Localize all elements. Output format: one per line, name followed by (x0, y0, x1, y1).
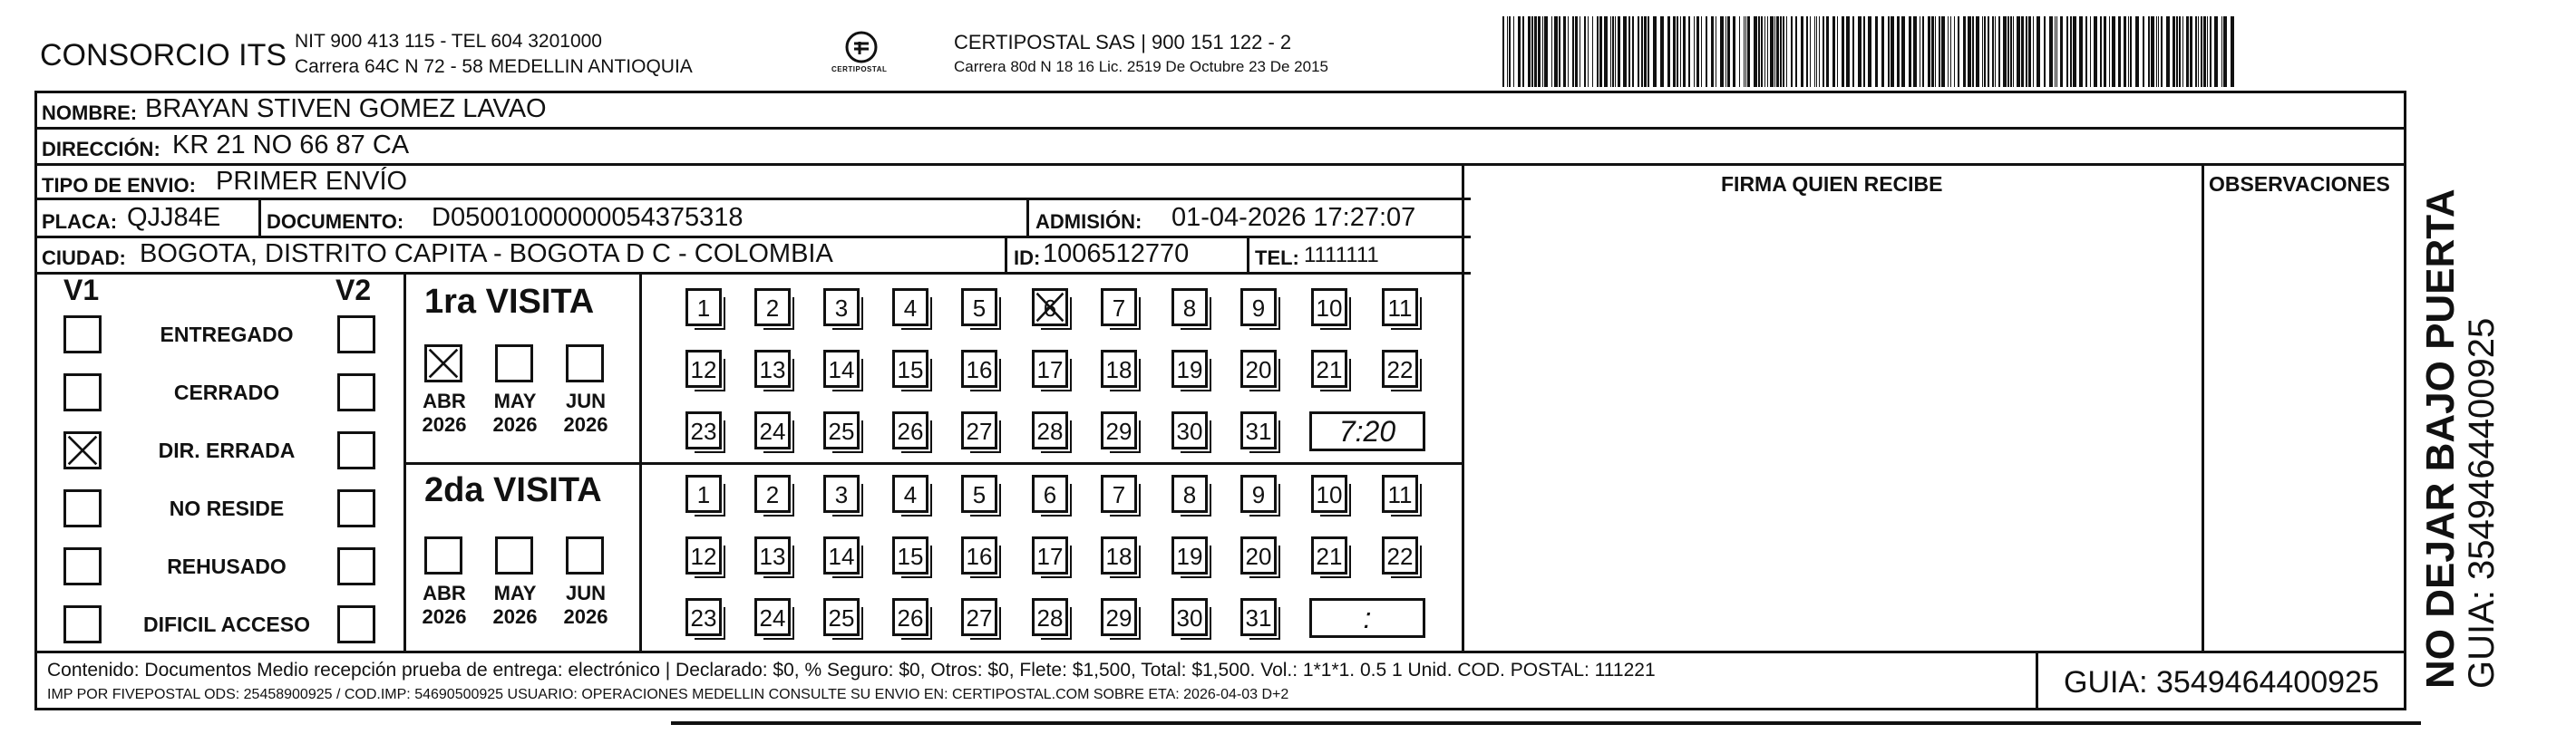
day-box[interactable]: 21 (1311, 536, 1347, 575)
day-box[interactable]: 16 (961, 350, 997, 388)
status-label: CERRADO (173, 381, 280, 404)
day-box[interactable]: 1 (685, 288, 722, 326)
day-box[interactable]: 30 (1171, 411, 1208, 449)
day-box[interactable]: 16 (961, 536, 997, 575)
tipo-envio-value: PRIMER ENVÍO (216, 167, 408, 196)
day-box[interactable]: 31 (1240, 598, 1277, 636)
day-box[interactable]: 14 (823, 536, 860, 575)
company-address-line: Carrera 64C N 72 - 58 MEDELLIN ANTIOQUIA (295, 56, 693, 77)
day-box[interactable]: 20 (1240, 536, 1277, 575)
v1-checkbox[interactable] (63, 547, 102, 585)
status-label: ENTREGADO (160, 323, 294, 346)
status-label: REHUSADO (167, 555, 287, 578)
month-checkbox[interactable] (495, 536, 533, 575)
v2-checkbox[interactable] (337, 431, 375, 469)
month-checkbox[interactable] (495, 344, 533, 382)
month-label: ABR 2026 (422, 582, 467, 628)
day-box[interactable]: 12 (685, 350, 722, 388)
day-box[interactable]: 3 (823, 475, 860, 513)
day-box[interactable]: 26 (892, 598, 928, 636)
day-box[interactable]: 8 (1171, 288, 1208, 326)
v1-checkbox[interactable] (63, 373, 102, 411)
day-box[interactable]: 22 (1382, 350, 1418, 388)
month-label: MAY 2026 (492, 582, 538, 628)
certipostal-logo (830, 27, 893, 82)
v2-label: V2 (335, 274, 372, 306)
day-box[interactable]: 9 (1240, 475, 1277, 513)
day-box[interactable]: 5 (961, 288, 997, 326)
day-box[interactable]: 29 (1101, 598, 1137, 636)
placa-label: PLACA: (42, 210, 118, 233)
admision-label: ADMISIÓN: (1035, 210, 1142, 233)
day-box[interactable]: 12 (685, 536, 722, 575)
day-box[interactable]: 14 (823, 350, 860, 388)
bottom-rule (671, 721, 2421, 725)
first-visit-title: 1ra VISITA (424, 283, 595, 321)
day-box[interactable]: 23 (685, 598, 722, 636)
day-box[interactable]: 6 (1032, 475, 1068, 513)
footer-content: Contenido: Documentos Medio recepción prueba de entrega: electrónico | Declarado: $0, % Seguro: $0, Otros: $0, Flete: $1,500, Total: $1,500. Vol.: 1*1*1. 0.5 1 Unid. COD. POSTAL: 111221 (47, 660, 1656, 681)
recipient-name: BRAYAN STIVEN GOMEZ LAVAO (145, 94, 547, 123)
day-box[interactable]: 4 (892, 475, 928, 513)
day-box[interactable]: 8 (1171, 475, 1208, 513)
day-box[interactable]: 7 (1101, 475, 1137, 513)
firma-label: FIRMA QUIEN RECIBE (1721, 172, 1943, 196)
day-box[interactable]: 27 (961, 598, 997, 636)
no-dejar-bajo-puerta: NO DEJAR BAJO PUERTA (2418, 188, 2463, 689)
side-text (2416, 91, 2516, 689)
day-box[interactable]: 13 (754, 536, 791, 575)
day-box[interactable]: 25 (823, 598, 860, 636)
day-box[interactable]: 4 (892, 288, 928, 326)
v2-checkbox[interactable] (337, 373, 375, 411)
company-name: CONSORCIO ITS (40, 38, 287, 72)
carrier-address-line: Carrera 80d N 18 16 Lic. 2519 De Octubre 23 De 2015 (954, 58, 1328, 75)
day-box[interactable]: 20 (1240, 350, 1277, 388)
month-label: ABR 2026 (422, 390, 467, 436)
second-visit-time[interactable]: : (1309, 598, 1425, 638)
month-checkbox[interactable] (424, 344, 462, 382)
day-box[interactable]: 17 (1032, 350, 1068, 388)
day-box[interactable]: 10 (1311, 288, 1347, 326)
id-label: ID: (1014, 246, 1041, 269)
day-box[interactable]: 13 (754, 350, 791, 388)
documento-value: D05001000000054375318 (432, 203, 744, 232)
day-box[interactable]: 25 (823, 411, 860, 449)
day-box[interactable]: 31 (1240, 411, 1277, 449)
day-box[interactable]: 19 (1171, 536, 1208, 575)
day-box[interactable]: 15 (892, 536, 928, 575)
day-box[interactable]: 19 (1171, 350, 1208, 388)
v1-checkbox[interactable] (63, 605, 102, 643)
first-visit-time[interactable]: 7:20 (1309, 411, 1425, 451)
second-visit-title: 2da VISITA (424, 471, 602, 509)
day-box[interactable]: 29 (1101, 411, 1137, 449)
day-box[interactable]: 21 (1311, 350, 1347, 388)
day-box[interactable]: 24 (754, 411, 791, 449)
v2-checkbox[interactable] (337, 315, 375, 353)
day-box[interactable]: 24 (754, 598, 791, 636)
tipo-envio-label: TIPO DE ENVIO: (42, 174, 196, 197)
ciudad-label: CIUDAD: (42, 246, 126, 269)
v1-label: V1 (63, 274, 100, 306)
barcode (1502, 16, 2237, 87)
direccion-label: DIRECCIÓN: (42, 138, 160, 160)
day-box[interactable]: 15 (892, 350, 928, 388)
month-checkbox[interactable] (566, 344, 604, 382)
day-box[interactable]: 5 (961, 475, 997, 513)
v1-checkbox[interactable] (63, 315, 102, 353)
day-box[interactable]: 28 (1032, 411, 1068, 449)
v2-checkbox[interactable] (337, 547, 375, 585)
day-box[interactable]: 11 (1382, 475, 1418, 513)
nombre-label: NOMBRE: (42, 101, 138, 124)
month-label: JUN 2026 (563, 582, 608, 628)
footer-guia: GUIA: 3549464400925 (2064, 665, 2379, 700)
day-box[interactable]: 30 (1171, 598, 1208, 636)
day-box[interactable]: 18 (1101, 536, 1137, 575)
status-label: DIR. ERRADA (158, 439, 296, 462)
day-box[interactable]: 2 (754, 288, 791, 326)
day-box[interactable]: 23 (685, 411, 722, 449)
day-box[interactable]: 17 (1032, 536, 1068, 575)
carrier-line: CERTIPOSTAL SAS | 900 151 122 - 2 (954, 31, 1292, 53)
status-label: NO RESIDE (169, 497, 285, 520)
month-checkbox[interactable] (424, 536, 462, 575)
tel-label: TEL: (1255, 246, 1299, 269)
day-box[interactable]: 2 (754, 475, 791, 513)
side-guia: GUIA: 3549464400925 (2462, 317, 2502, 689)
day-box[interactable]: 22 (1382, 536, 1418, 575)
month-label: MAY 2026 (492, 390, 538, 436)
day-box[interactable]: 26 (892, 411, 928, 449)
day-box[interactable]: 11 (1382, 288, 1418, 326)
v1-checkbox[interactable] (63, 431, 102, 469)
day-box[interactable]: 3 (823, 288, 860, 326)
day-box[interactable]: 28 (1032, 598, 1068, 636)
placa-value: QJJ84E (127, 203, 221, 232)
v1-checkbox[interactable] (63, 489, 102, 527)
id-value: 1006512770 (1043, 239, 1190, 268)
day-box[interactable]: 27 (961, 411, 997, 449)
status-label: DIFICIL ACCESO (142, 613, 310, 636)
ciudad-value: BOGOTA, DISTRITO CAPITA - BOGOTA D C - COLOMBIA (140, 239, 833, 268)
month-checkbox[interactable] (566, 536, 604, 575)
observaciones-label: OBSERVACIONES (2209, 172, 2390, 196)
day-box[interactable]: 9 (1240, 288, 1277, 326)
recipient-address: KR 21 NO 66 87 CA (172, 130, 410, 159)
day-box[interactable]: 6 (1032, 288, 1068, 326)
footer-print-info: IMP POR FIVEPOSTAL ODS: 25458900925 / COD.IMP: 54690500925 USUARIO: OPERACIONES MEDELLIN CONSULTE SU ENVIO EN: CERTIPOSTAL.COM SOBRE ETA: 2026-04-03 D+2 (47, 687, 1289, 702)
tel-value: 1111111 (1304, 243, 1379, 267)
documento-label: DOCUMENTO: (267, 210, 404, 233)
admision-value: 01-04-2026 17:27:07 (1171, 203, 1416, 232)
day-box[interactable]: 7 (1101, 288, 1137, 326)
month-label: JUN 2026 (563, 390, 608, 436)
day-box[interactable]: 1 (685, 475, 722, 513)
day-box[interactable]: 10 (1311, 475, 1347, 513)
v2-checkbox[interactable] (337, 489, 375, 527)
v2-checkbox[interactable] (337, 605, 375, 643)
company-nit-line: NIT 900 413 115 - TEL 604 3201000 (295, 31, 602, 52)
logo-text: CERTIPOSTAL (831, 65, 888, 73)
day-box[interactable]: 18 (1101, 350, 1137, 388)
